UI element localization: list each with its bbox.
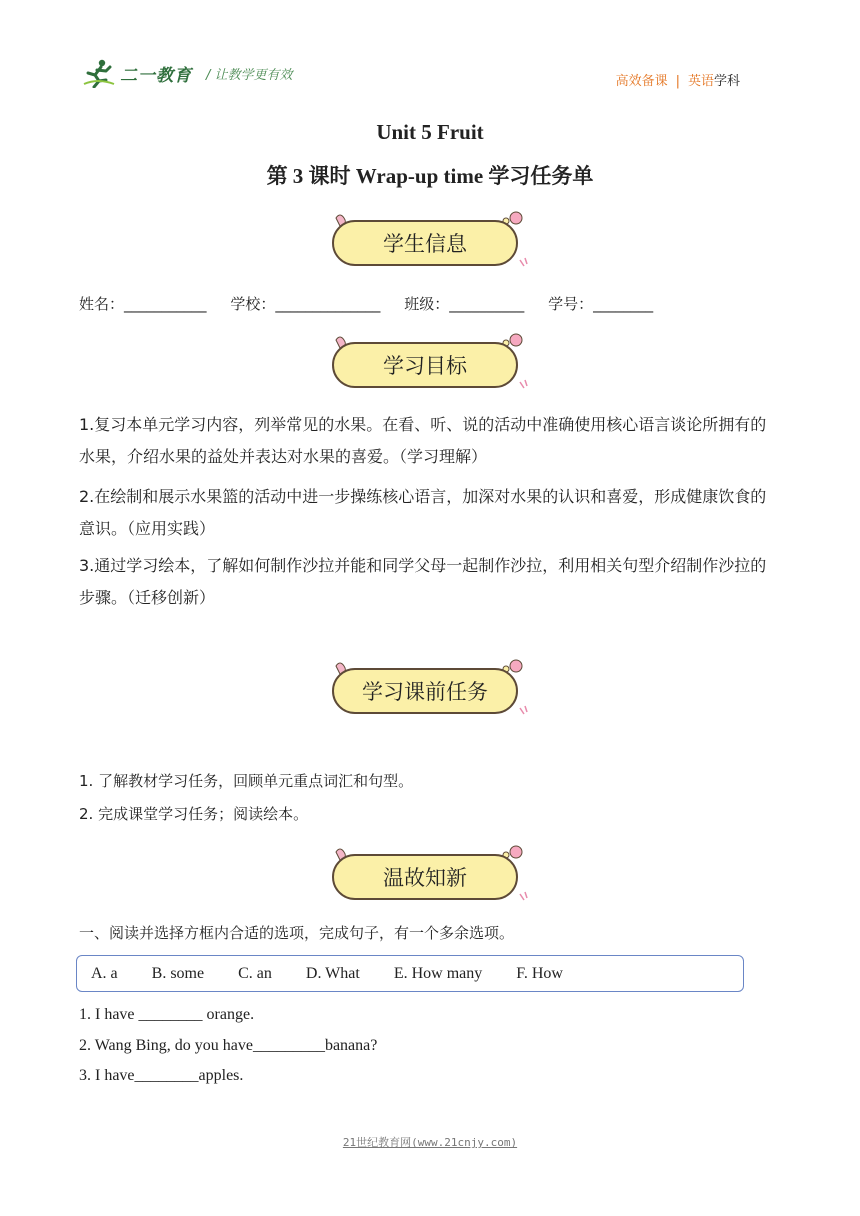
header-subject-highlight: 英语 <box>687 74 714 89</box>
pre-task-2: 2. 完成课堂学习任务；阅读绘本。 <box>79 805 309 823</box>
class-field[interactable]: 班级：__________ <box>404 295 525 313</box>
footer-link[interactable]: 21世纪教育网(www.21cnjy.com) <box>342 1136 518 1149</box>
header-logo <box>82 58 293 88</box>
header-subject-suffix: 学科 <box>713 74 740 89</box>
exercise-instruction: 一、阅读并选择方框内合适的选项，完成句子，有一个多余选项。 <box>79 924 515 942</box>
section-student-info <box>320 212 540 272</box>
option-a: A. a <box>91 964 118 982</box>
option-c: C. an <box>238 964 272 982</box>
options-box <box>76 955 744 992</box>
section-goals <box>320 334 540 394</box>
goal-item-2: 2.在绘制和展示水果篮的活动中进一步操练核心语言，加深对水果的认识和喜爱，形成健康饮食的意识。（应用实践） <box>79 487 767 538</box>
pre-task-1: 1. 了解教材学习任务，回顾单元重点词汇和句型。 <box>79 772 414 790</box>
option-e: E. How many <box>393 964 483 982</box>
header-separator: | <box>675 74 680 89</box>
runner-logo-icon <box>82 58 116 88</box>
section-review <box>320 846 540 906</box>
sentence-3: 3. I have________apples. <box>79 1067 244 1084</box>
unit-title: Unit 5 Fruit <box>376 120 484 144</box>
slogan: / 让教学更有效 <box>206 67 293 83</box>
option-b: B. some <box>151 964 205 982</box>
goal-item-1: 1.复习本单元学习内容，列举常见的水果。在看、听、说的活动中准确使用核心语言谈论所拥有的水果，介绍水果的益处并表达对水果的喜爱。（学习理解） <box>79 415 767 466</box>
name-field[interactable]: 姓名：___________ <box>79 295 207 313</box>
section-label: 学习课前任务 <box>332 668 518 714</box>
option-d: D. What <box>305 964 360 982</box>
option-f: F. How <box>516 964 563 982</box>
student-info-fields <box>79 293 653 314</box>
logo-text: 二一教育 <box>120 65 192 86</box>
header-tag: 高效备课 <box>615 74 668 89</box>
header-subject <box>616 70 740 89</box>
sentence-1: 1. I have ________ orange. <box>79 1006 255 1023</box>
sentence-2: 2. Wang Bing, do you have_________banana? <box>79 1037 378 1054</box>
section-label: 温故知新 <box>332 854 518 900</box>
section-pre-class <box>320 660 540 720</box>
section-label: 学习目标 <box>332 342 518 388</box>
school-field[interactable]: 学校：______________ <box>230 295 381 313</box>
goal-item-3: 3.通过学习绘本，了解如何制作沙拉并能和同学父母一起制作沙拉，利用相关句型介绍制作沙拉的步骤。（迁移创新） <box>79 556 767 607</box>
number-field[interactable]: 学号：________ <box>548 295 654 313</box>
section-label: 学生信息 <box>332 220 518 266</box>
lesson-title: 第 3 课时 Wrap-up time 学习任务单 <box>266 164 594 188</box>
